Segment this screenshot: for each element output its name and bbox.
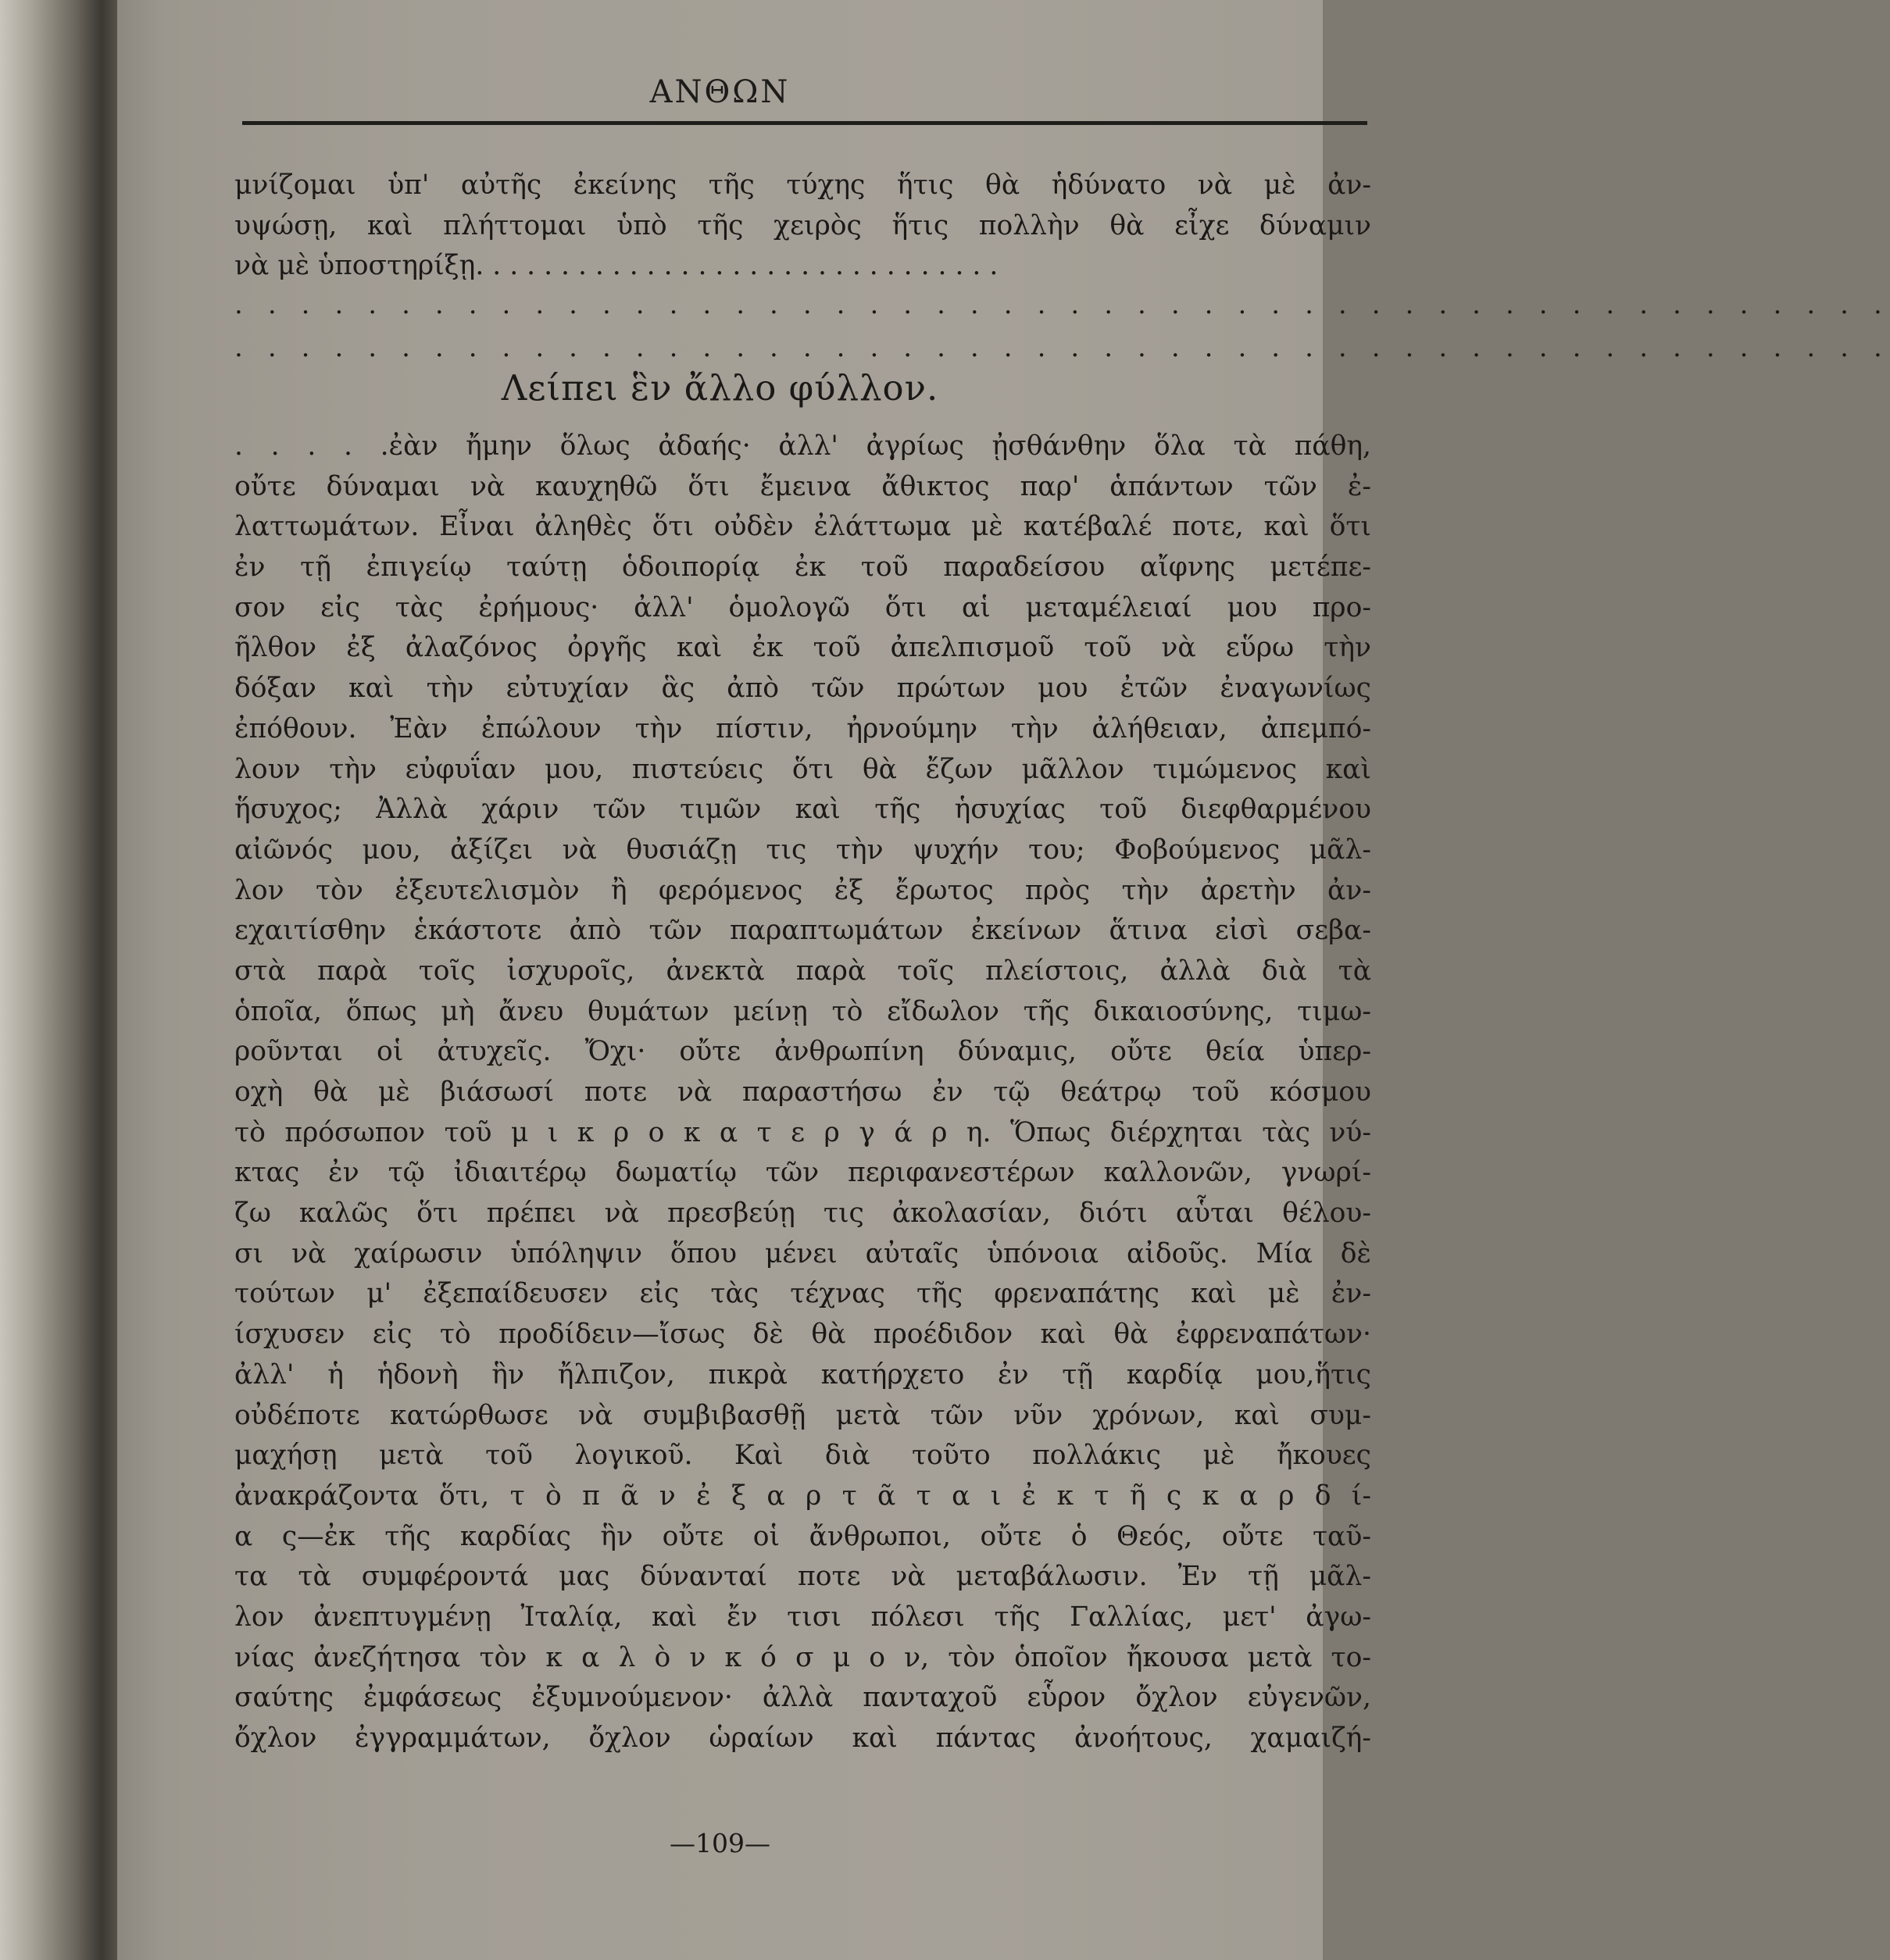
text-line: ἐν τῇ ἐπιγείῳ ταύτῃ ὁδοιπορίᾳ ἐκ τοῦ παραδείσου αἴφνης μετέπε- (234, 552, 1371, 584)
text-line: ἀλλ' ἡ ἡδονὴ ἣν ἤλπιζον, πικρὰ κατήρχετο ἐν τῇ καρδίᾳ μου,ἥτις (234, 1358, 1371, 1391)
text-line: οὐδέποτε κατώρθωσε νὰ συμβιβασθῇ μετὰ τῶν νῦν χρόνων, καὶ συμ- (234, 1399, 1371, 1431)
text-line: μαχήσῃ μετὰ τοῦ λογικοῦ. Καὶ διὰ τοῦτο πολλάκις μὲ ἤκουες (234, 1440, 1371, 1472)
text-line: τούτων μ' ἐξεπαίδευσεν εἰς τὰς τέχνας τῆς φρεναπάτης καὶ μὲ ἐν- (234, 1278, 1371, 1310)
page-number: —109— (670, 1828, 770, 1858)
text-line: λον ἀνεπτυγμένῃ Ἰταλίᾳ, καὶ ἔν τισι πόλεσι τῆς Γαλλίας, μετ' ἀγω- (234, 1601, 1371, 1633)
body-paragraph (234, 427, 1371, 1759)
text-line: νὰ μὲ ὑποστηρίξῃ. . . . . . . . . . . . . . . . . . . . . . . . . . . . . . . (234, 250, 999, 282)
text-line: κτας ἐν τῷ ἰδιαιτέρῳ δωματίῳ τῶν περιφανεστέρων καλλονῶν, γνωρί- (234, 1157, 1371, 1189)
binding-gutter (0, 0, 117, 1960)
text-line: λαττωμάτων. Εἶναι ἀληθὲς ὅτι οὐδὲν ἐλάττωμα μὲ κατέβαλέ ποτε, καὶ ὅτι (234, 511, 1371, 543)
text-line: ροῦνται οἱ ἀτυχεῖς. Ὄχι· οὔτε ἀνθρωπίνη δύναμις, οὔτε θεία ὑπερ- (234, 1036, 1371, 1068)
text-line: ἐπόθουν. Ἐὰν ἐπώλουν τὴν πίστιν, ἠρνούμην τὴν ἀλήθειαν, ἀπεμπό- (234, 712, 1371, 744)
intro-paragraph (234, 166, 1371, 287)
text-line: υψώσῃ, καὶ πλήττομαι ὑπὸ τῆς χειρὸς ἥτις πολλὴν θὰ εἶχε δύναμιν (234, 209, 1371, 241)
text-line: σαύτης ἐμφάσεως ἐξυμνούμενον· ἀλλὰ πανταχοῦ εὗρον ὄχλον εὐγενῶν, (234, 1682, 1371, 1714)
text-line: νίας ἀνεζήτησα τὸν κ α λ ὸ ν κ ό σ μ ο ν, τὸν ὁποῖον ἤκουσα μετὰ το- (234, 1641, 1371, 1673)
text-line: τα τὰ συμφέροντά μας δύνανταί ποτε νὰ μεταβάλωσιν. Ἐν τῇ μᾶλ- (234, 1561, 1371, 1593)
text-line: ίσχυσεν εἰς τὸ προδίδειν—ἴσως δὲ θὰ προέδιδον καὶ θὰ ἐφρεναπάτων· (234, 1319, 1371, 1351)
text-line: μνίζομαι ὑπ' αὐτῆς ἐκείνης τῆς τύχης ἥτις θὰ ἡδύνατο νὰ μὲ ἀν- (234, 170, 1371, 201)
text-line: α ς—ἐκ τῆς καρδίας ἣν οὔτε οἱ ἄνθρωποι, οὔτε ὁ Θεός, οὔτε ταῦ- (234, 1520, 1371, 1552)
running-title: ΑΝΘΩΝ (649, 74, 791, 110)
text-line: τὸ πρόσωπον τοῦ μ ι κ ρ ο κ α τ ε ρ γ ά ρ η. Ὅπως διέρχηται τὰς νύ- (234, 1116, 1371, 1148)
text-line: αἰῶνός μου, ἀξίζει νὰ θυσιάζῃ τις τὴν ψυχήν του; Φοβούμενος μᾶλ- (234, 834, 1371, 866)
missing-leaf-note: Λείπει ἓν ἄλλο φύλλον. (501, 367, 939, 409)
text-line: ἥσυχος; Ἀλλὰ χάριν τῶν τιμῶν καὶ τῆς ἡσυχίας τοῦ διεφθαρμένου (234, 794, 1371, 826)
text-line: οὔτε δύναμαι νὰ καυχηθῶ ὅτι ἔμεινα ἄθικτος παρ' ἁπάντων τῶν ἐ- (234, 470, 1371, 502)
text-line: . . . . .ἐὰν ἤμην ὅλως ἀδαής· ἀλλ' ἀγρίως ᾐσθάνθην ὅλα τὰ πάθη, (234, 430, 1371, 462)
text-line: ζω καλῶς ὅτι πρέπει νὰ πρεσβεύῃ τις ἀκολασίαν, διότι αὗται θέλου- (234, 1198, 1371, 1230)
ellipsis-row: . . . . . . . . . . . . . . . . . . . . . . . . . . . . . . . . . . . . . . . . . . . . . . . . . . (234, 289, 1890, 320)
header-rule (242, 121, 1367, 125)
text-line: ἀνακράζοντα ὅτι, τ ὸ π ᾶ ν ἐ ξ α ρ τ ᾶ τ α ι ἐ κ τ ῆ ς κ α ρ δ ί- (234, 1480, 1371, 1512)
text-line: οχὴ θὰ μὲ βιάσωσί ποτε νὰ παραστήσω ἐν τῷ θεάτρῳ τοῦ κόσμου (234, 1076, 1371, 1108)
text-line: σι νὰ χαίρωσιν ὑπόληψιν ὅπου μένει αὐταῖς ὑπόνοια αἰδοῦς. Μία δὲ (234, 1237, 1371, 1269)
text-line: λον τὸν ἐξευτελισμὸν ἢ φερόμενος ἐξ ἔρωτος πρὸς τὴν ἀρετὴν ἀν- (234, 874, 1371, 906)
text-line: εχαιτίσθην ἑκάστοτε ἀπὸ τῶν παραπτωμάτων ἐκείνων ἅτινα εἰσὶ σεβα- (234, 915, 1371, 947)
text-line: ῆλθον ἐξ ἀλαζόνος ὀργῆς καὶ ἐκ τοῦ ἀπελπισμοῦ τοῦ νὰ εὕρω τὴν (234, 632, 1371, 664)
text-line: σον εἰς τὰς ἐρήμους· ἀλλ' ὁμολογῶ ὅτι αἱ μεταμέλειαί μου προ- (234, 591, 1371, 623)
text-line: ὁποῖα, ὅπως μὴ ἄνευ θυμάτων μείνῃ τὸ εἴδωλον τῆς δικαιοσύνης, τιμω- (234, 995, 1371, 1027)
text-line: στὰ παρὰ τοῖς ἰσχυροῖς, ἀνεκτὰ παρὰ τοῖς πλείστοις, ἀλλὰ διὰ τὰ (234, 955, 1371, 987)
text-line: λουν τὴν εὐφυΐαν μου, πιστεύεις ὅτι θὰ ἔζων μᾶλλον τιμώμενος καὶ (234, 753, 1371, 785)
ellipsis-row: . . . . . . . . . . . . . . . . . . . . . . . . . . . . . . . . . . . . . . . . . . . . . . . . . . (234, 332, 1890, 363)
text-line: ὄχλον ἐγγραμμάτων, ὄχλον ὡραίων καὶ πάντας ἀνοήτους, χαμαιζή- (234, 1723, 1371, 1754)
book-page (117, 0, 1890, 1960)
text-line: δόξαν καὶ τὴν εὐτυχίαν ἃς ἀπὸ τῶν πρώτων μου ἐτῶν ἐναγωνίως (234, 673, 1371, 705)
